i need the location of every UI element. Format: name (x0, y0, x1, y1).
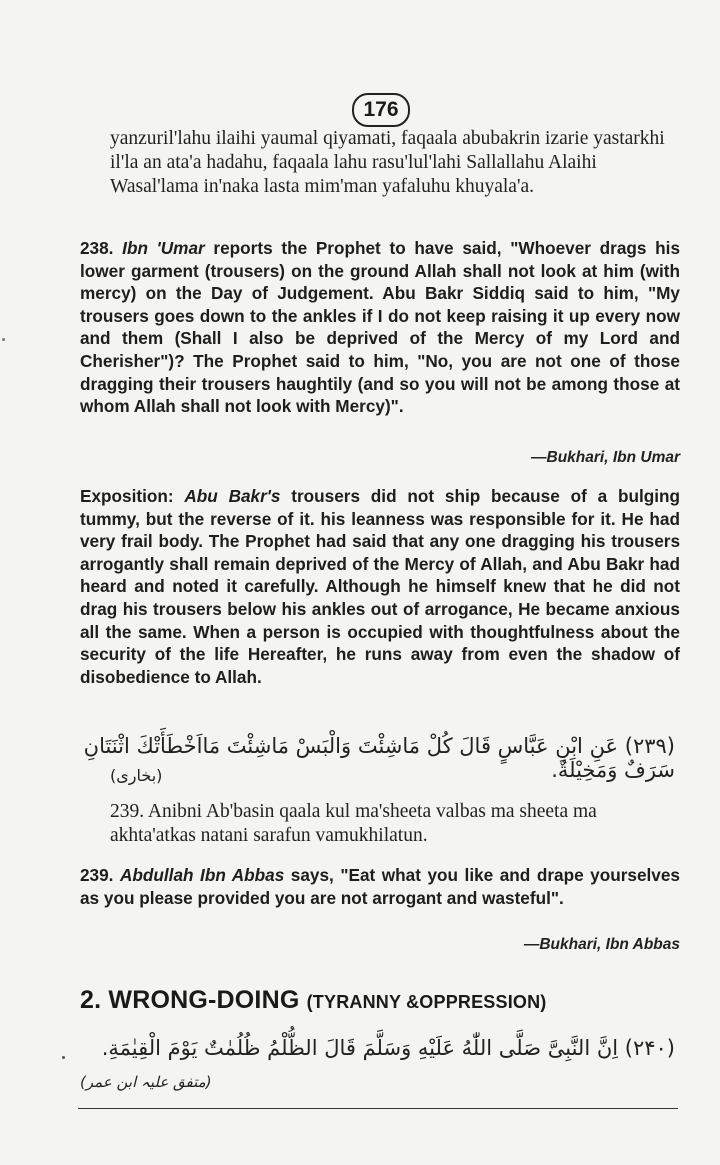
hadith-number: 238. (80, 238, 114, 258)
arabic-hadith-239: (۲۳۹) عَنِ ابْنِ عَبَّاسٍ قَالَ كُلْ مَاشِئْتَ وَالْبَسْ مَاشِئْتَ مَااَخْطَأَتْكَ اثْنَتَانِ سَرَفٌ وَمَخِيْلَةٌ. (83, 734, 675, 782)
section-heading-main: 2. WRONG-DOING (80, 986, 307, 1014)
citation-238: —Bukhari, Ibn Umar (531, 449, 680, 466)
hadith-238-paragraph (80, 237, 680, 418)
exposition-text: trousers did not ship because of a bulging tummy, but the reverse of it. his leanness was responsible for it. He had very frail body. The Prophet had said that any one dragging his trousers arrogantly shall remain deprived of the Mercy of Allah, and Abu Bakr had heard and noted it carefully. Although he himself knew that he did not drag his trousers below his ankles out of arrogance, He became anxious all the same. When a person is occupied with thoughtfulness about the security of the life Hereafter, he runs away from even the shadow of disobedience to Allah. (80, 486, 680, 687)
margin-mark (2, 338, 5, 341)
page-number: 176 (352, 93, 410, 127)
hadith-239-paragraph (80, 864, 680, 909)
arabic-hadith-240: (۲۴۰) اِنَّ النَّبِیَّ صَلَّی اللّٰهُ عَلَیْهِ وَسَلَّمَ قَالَ الظُّلْمُ ظُلُمٰتٌ یَوْمَ الْقِیٰمَةِ. (101, 1036, 675, 1060)
hadith-number: 239. (80, 865, 114, 885)
arabic-source-239: (بخاری) (110, 766, 163, 785)
citation-239: —Bukhari, Ibn Abbas (523, 936, 680, 953)
transliteration-239: 239. Anibni Ab'basin qaala kul ma'sheeta valbas ma sheeta ma akhta'atkas natani sarafun vamukhilatun. (110, 801, 597, 846)
hadith-text: says, "Eat what you like and drape yourselves as you please provided you are not arrogant and wasteful". (80, 865, 680, 908)
hadith-text: reports the Prophet to have said, "Whoever drags his lower garment (trousers) on the ground Allah shall not look at him (with mercy) on the Day of Judgement. Abu Bakr Siddiq said to him, "My trousers goes down to the ankles if I do not keep raising it up every now and them (Shall I also be deprived of the Mercy of my Lord and Cherisher")? The Prophet said to him, "No, you are not one of those dragging their trousers haughtily (and so you will not be among those at whom Allah shall not look with Mercy)". (80, 238, 681, 417)
arabic-source-240: (متفق علیہ ابن عمر) (80, 1073, 212, 1091)
narrator-name: Abdullah Ibn Abbas (120, 865, 285, 885)
section-heading (80, 986, 547, 1015)
exposition-label: Exposition: (80, 486, 174, 506)
transliteration-paragraph: yanzuril'lahu ilaihi yaumal qiyamati, faqaala abubakrin izarie yastarkhi il'la an ata'a hadahu, faqaala lahu rasu'lul'lahi Sallallahu Alaihi Wasal'lama in'naka lasta mim'man yafaluhu khuyala'a. (110, 128, 665, 197)
exposition-name: Abu Bakr's (184, 486, 281, 506)
section-heading-sub: (TYRANNY &OPPRESSION) (306, 992, 547, 1012)
exposition-paragraph (80, 485, 680, 688)
bottom-rule (78, 1108, 678, 1109)
narrator-name: Ibn 'Umar (122, 238, 205, 258)
